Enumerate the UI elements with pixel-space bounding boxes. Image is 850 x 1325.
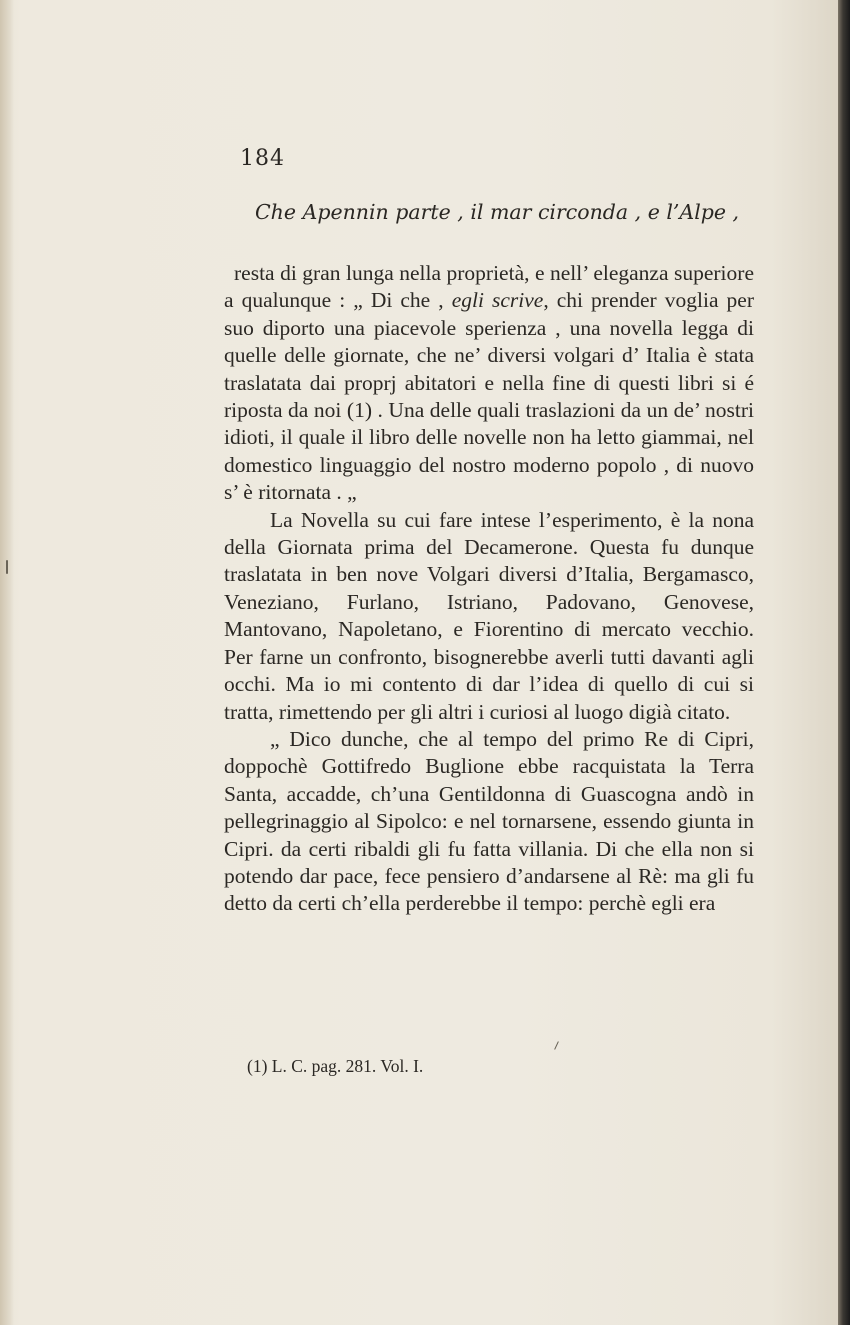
paragraph-2: La Novella su cui fare intese l’esperimento, è la nona della Giornata prima del Decamerone. Questa fu dunque traslatata in ben nove Volgari diversi d’Italia, Bergamasco, Veneziano, Furlano, Istriano, Padovano, Genovese, Mantovano, Napoletano, e Fiorentino di mercato vecchio. Per farne un confronto, bisognerebbe averli tutti davanti agli occhi. Ma io mi contento di dar l’idea di quello di cui si tratta, rimettendo per gli altri i curiosi al luogo digià citato. — [224, 507, 754, 724]
paragraph-3: „ Dico dunche, che al tempo del primo Re di Cipri, doppochè Gottifredo Buglione ebbe racquistata la Terra Santa, accadde, ch’una Gentildonna di Guascogna andò in pellegrinaggio al Sipolco: e nel tornarsene, essendo giunta in Cipri. da certi ribaldi gli fu fatta villania. Di che ella non si potendo dar pace, fece pensiero d’andarsene al Rè: ma gli fu detto da certi ch’ella perderebbe il tempo: perchè egli era — [224, 726, 754, 916]
paper-left-edge — [0, 0, 14, 1325]
body-text — [224, 260, 754, 918]
paragraph-1-rest: , chi prender voglia per suo diporto una piacevole sperienza , una novella legga di quelle delle giornate, che ne’ diversi volgari d’ Italia è stata traslatata dai proprj abitatori e nella fine di questi libri si é riposta da noi (1) . Una delle quali traslazioni da un de’ nostri idioti, il quale il libro delle novelle non ha letto giammai, nel domestico linguaggio del nostro moderno popolo , di nuovo s’ è ritornata . „ — [224, 288, 754, 505]
paragraph-1-emphasis: egli scrive — [451, 288, 544, 313]
book-binding-shadow — [838, 0, 850, 1325]
paragraph-1 — [224, 260, 754, 507]
paragraph-1-lead: resta di gran lunga nella proprietà, e nell’ eleganza superiore a qualunque : „ Di che , — [224, 261, 754, 313]
ink-speck — [6, 560, 8, 574]
page-number: 184 — [240, 146, 285, 171]
footnote: (1) L. C. pag. 281. Vol. I. — [247, 1056, 424, 1076]
verse-quote: Che Apennin parte , il mar circonda , e l’Alpe , — [255, 200, 740, 224]
ink-speck — [554, 1041, 559, 1050]
